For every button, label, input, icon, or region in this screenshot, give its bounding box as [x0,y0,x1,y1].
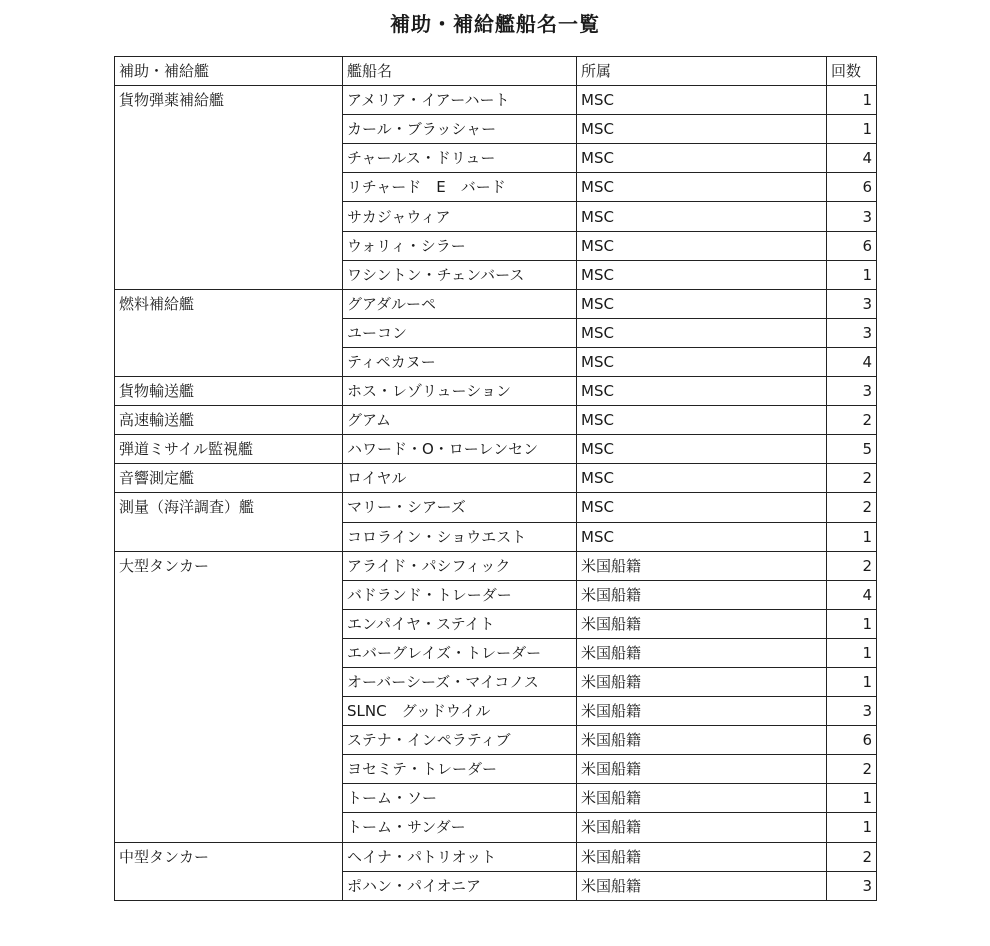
ship-name-cell: チャールス・ドリュー [343,144,577,173]
header-ship-name: 艦船名 [343,57,577,86]
ship-name-cell: アメリア・イアーハート [343,86,577,115]
count-cell: 4 [827,347,877,376]
ship-name-cell: オーバーシーズ・マイコノス [343,667,577,696]
ship-table [114,56,877,901]
count-cell: 6 [827,231,877,260]
ship-name-cell: トーム・サンダー [343,813,577,842]
count-cell: 2 [827,755,877,784]
affiliation-cell: 米国船籍 [577,551,827,580]
affiliation-cell: MSC [577,522,827,551]
table-body [115,86,877,901]
header-count: 回数 [827,57,877,86]
affiliation-cell: MSC [577,289,827,318]
affiliation-cell: 米国船籍 [577,726,827,755]
table-row [115,377,877,406]
ship-name-cell: ステナ・インペラティブ [343,726,577,755]
count-cell: 3 [827,202,877,231]
ship-name-cell: ウォリィ・シラー [343,231,577,260]
ship-name-cell: グアダルーペ [343,289,577,318]
ship-name-cell: ヘイナ・パトリオット [343,842,577,871]
ship-name-cell: ヨセミテ・トレーダー [343,755,577,784]
count-cell: 2 [827,493,877,522]
affiliation-cell: 米国船籍 [577,784,827,813]
affiliation-cell: MSC [577,231,827,260]
count-cell: 6 [827,173,877,202]
ship-name-cell: ハワード・O・ローレンセン [343,435,577,464]
count-cell: 2 [827,842,877,871]
affiliation-cell: 米国船籍 [577,813,827,842]
affiliation-cell: MSC [577,464,827,493]
header-category: 補助・補給艦 [115,57,343,86]
ship-name-cell: ティペカヌー [343,347,577,376]
affiliation-cell: MSC [577,347,827,376]
affiliation-cell: MSC [577,406,827,435]
count-cell: 2 [827,464,877,493]
count-cell: 3 [827,377,877,406]
affiliation-cell: MSC [577,173,827,202]
category-cell: 貨物弾薬補給艦 [115,86,343,290]
affiliation-cell: MSC [577,260,827,289]
table-row [115,551,877,580]
affiliation-cell: MSC [577,435,827,464]
category-cell: 大型タンカー [115,551,343,842]
affiliation-cell: 米国船籍 [577,638,827,667]
ship-name-cell: リチャード E バード [343,173,577,202]
affiliation-cell: MSC [577,202,827,231]
count-cell: 3 [827,697,877,726]
count-cell: 2 [827,406,877,435]
category-cell: 高速輸送艦 [115,406,343,435]
ship-name-cell: アライド・パシフィック [343,551,577,580]
affiliation-cell: MSC [577,86,827,115]
affiliation-cell: 米国船籍 [577,609,827,638]
count-cell: 1 [827,260,877,289]
ship-name-cell: グアム [343,406,577,435]
count-cell: 1 [827,638,877,667]
ship-name-cell: ユーコン [343,318,577,347]
category-cell: 音響測定艦 [115,464,343,493]
ship-name-cell: トーム・ソー [343,784,577,813]
affiliation-cell: MSC [577,115,827,144]
ship-name-cell: マリー・シアーズ [343,493,577,522]
affiliation-cell: 米国船籍 [577,580,827,609]
affiliation-cell: MSC [577,377,827,406]
page-title: 補助・補給艦船名一覧 [390,12,600,36]
count-cell: 1 [827,609,877,638]
ship-name-cell: SLNC グッドウイル [343,697,577,726]
affiliation-cell: MSC [577,144,827,173]
count-cell: 3 [827,871,877,900]
ship-name-cell: バドランド・トレーダー [343,580,577,609]
affiliation-cell: 米国船籍 [577,755,827,784]
header-affiliation: 所属 [577,57,827,86]
count-cell: 1 [827,115,877,144]
table-row [115,406,877,435]
count-cell: 3 [827,318,877,347]
ship-name-cell: ホス・レゾリューション [343,377,577,406]
affiliation-cell: 米国船籍 [577,697,827,726]
ship-name-cell: エバーグレイズ・トレーダー [343,638,577,667]
count-cell: 1 [827,784,877,813]
count-cell: 1 [827,813,877,842]
table-row [115,435,877,464]
count-cell: 3 [827,289,877,318]
count-cell: 4 [827,580,877,609]
table-header-row [115,57,877,86]
category-cell: 測量（海洋調査）艦 [115,493,343,551]
category-cell: 中型タンカー [115,842,343,900]
count-cell: 5 [827,435,877,464]
count-cell: 1 [827,522,877,551]
category-cell: 燃料補給艦 [115,289,343,376]
count-cell: 2 [827,551,877,580]
ship-name-cell: カール・ブラッシャー [343,115,577,144]
count-cell: 4 [827,144,877,173]
affiliation-cell: MSC [577,318,827,347]
table-row [115,86,877,115]
count-cell: 6 [827,726,877,755]
affiliation-cell: 米国船籍 [577,871,827,900]
table-row [115,289,877,318]
ship-name-cell: コロライン・ショウエスト [343,522,577,551]
table-row [115,842,877,871]
affiliation-cell: 米国船籍 [577,842,827,871]
count-cell: 1 [827,667,877,696]
ship-name-cell: ロイヤル [343,464,577,493]
affiliation-cell: 米国船籍 [577,667,827,696]
table-row [115,493,877,522]
category-cell: 弾道ミサイル監視艦 [115,435,343,464]
category-cell: 貨物輸送艦 [115,377,343,406]
count-cell: 1 [827,86,877,115]
ship-name-cell: ワシントン・チェンバース [343,260,577,289]
ship-name-cell: サカジャウィア [343,202,577,231]
ship-name-cell: エンパイヤ・ステイト [343,609,577,638]
affiliation-cell: MSC [577,493,827,522]
table-row [115,464,877,493]
ship-name-cell: ポハン・パイオニア [343,871,577,900]
